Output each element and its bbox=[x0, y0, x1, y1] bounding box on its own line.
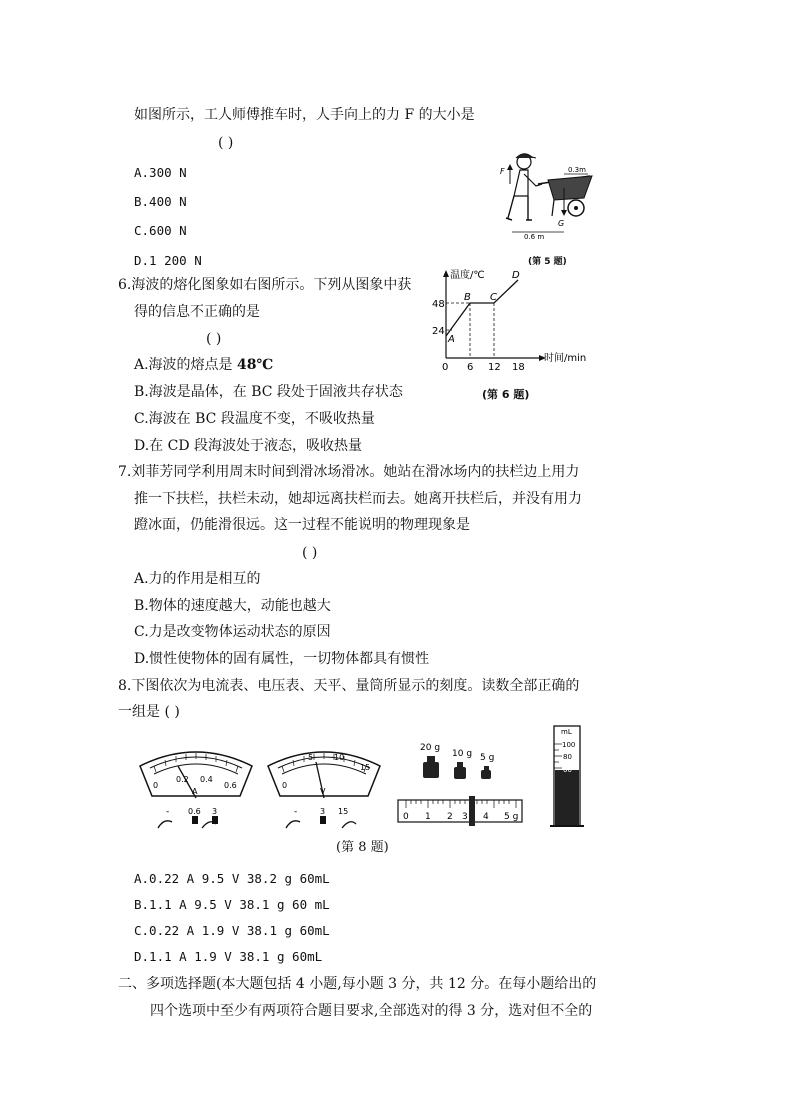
balance-scale-1: 1 bbox=[425, 812, 431, 822]
section2-heading-line2: 四个选项中至少有两项符合题目要求,全部选对的得 3 分，选对但不全的 bbox=[150, 1003, 593, 1019]
q7-option-d: D.惯性使物体的固有属性，一切物体都具有惯性 bbox=[134, 651, 430, 667]
q7-stem-line1: 7.刘菲芳同学利用周末时间到滑冰场滑冰。她站在滑冰场内的扶栏边上用力 bbox=[118, 464, 580, 480]
point-c: C bbox=[490, 292, 497, 303]
q8-stem-line1: 8.下图依次为电流表、电压表、天平、量筒所显示的刻度。读数全部正确的 bbox=[118, 678, 580, 694]
q5-option-d: D.1 200 N bbox=[134, 253, 202, 268]
q5-answer-paren: ( ) bbox=[218, 135, 234, 151]
point-b: B bbox=[464, 292, 471, 303]
voltmeter-scale-0: 0 bbox=[282, 781, 288, 790]
x-tick-6: 6 bbox=[467, 362, 474, 373]
x-tick-0: 0 bbox=[442, 362, 449, 373]
balance-scale-5: 5 g bbox=[504, 812, 519, 822]
point-a: A bbox=[448, 334, 455, 345]
ammeter-terminal-3: 3 bbox=[212, 807, 218, 816]
q5-option-b: B.400 N bbox=[134, 194, 187, 209]
q6-figure-caption: (第 6 题) bbox=[482, 388, 530, 401]
ammeter-figure bbox=[136, 744, 256, 832]
q6-option-b: B.海波是晶体，在 BC 段处于固液共存状态 bbox=[134, 384, 403, 400]
x-tick-18: 18 bbox=[512, 362, 525, 373]
cylinder-mark-100: 100 bbox=[562, 741, 576, 749]
q8-option-b: B.1.1 A 9.5 V 38.1 g 60 mL bbox=[134, 897, 330, 912]
q6-option-d: D.在 CD 段海波处于液态，吸收热量 bbox=[134, 438, 363, 454]
q5-figure-caption: (第 5 题) bbox=[528, 257, 567, 267]
ammeter-terminal-neg: - bbox=[166, 807, 170, 817]
q6-option-c: C.海波在 BC 段温度不变，不吸收热量 bbox=[134, 411, 375, 427]
cylinder-unit: mL bbox=[561, 728, 572, 736]
balance-scale-0: 0 bbox=[403, 812, 409, 822]
q6-option-a-text: A.海波的熔点是 bbox=[134, 357, 238, 373]
y-tick-48: 48 bbox=[432, 299, 445, 310]
x-tick-12: 12 bbox=[488, 362, 501, 373]
q7-stem-line3: 蹬冰面，仍能滑很远。这一过程不能说明的物理现象是 bbox=[134, 517, 470, 533]
q7-stem-line2: 推一下扶栏，扶栏未动，她却远离扶栏而去。她离开扶栏后，并没有用力 bbox=[134, 491, 582, 507]
q5-stem: 如图所示，工人师傅推车时，人手向上的力 F 的大小是 bbox=[134, 107, 475, 123]
weight-10g-label: 10 g bbox=[452, 749, 473, 759]
y-axis-label: 温度/℃ bbox=[450, 270, 485, 281]
balance-figure bbox=[392, 738, 532, 834]
q7-option-b: B.物体的速度越大，动能也越大 bbox=[134, 598, 331, 614]
melting-point-value: 48℃ bbox=[237, 357, 274, 373]
melting-graph bbox=[420, 266, 587, 376]
point-d: D bbox=[512, 270, 520, 281]
voltmeter-unit: V bbox=[320, 787, 326, 796]
voltmeter-scale-3: 15 bbox=[360, 763, 371, 772]
q6-answer-paren: ( ) bbox=[206, 331, 222, 347]
q7-answer-paren: ( ) bbox=[302, 545, 318, 561]
cylinder-figure bbox=[548, 722, 588, 832]
label-g: G bbox=[558, 219, 565, 228]
q8-figure-caption: (第 8 题) bbox=[336, 840, 389, 855]
weight-20g-label: 20 g bbox=[420, 743, 441, 753]
weight-5g-label: 5 g bbox=[480, 753, 495, 763]
q6-option-a bbox=[134, 356, 273, 374]
voltmeter-terminal-3: 3 bbox=[320, 807, 326, 816]
q6-stem-line2: 得的信息不正确的是 bbox=[134, 304, 260, 320]
x-axis-label: 时间/min bbox=[544, 353, 587, 364]
balance-scale-2: 2 bbox=[447, 812, 453, 822]
cylinder-mark-60: 60 bbox=[563, 766, 572, 774]
q7-option-a: A.力的作用是相互的 bbox=[134, 571, 261, 587]
q5-option-c: C.600 N bbox=[134, 223, 187, 238]
q8-option-a: A.0.22 A 9.5 V 38.2 g 60mL bbox=[134, 871, 330, 886]
ammeter-unit: A bbox=[192, 787, 198, 796]
ammeter-scale-0: 0 bbox=[153, 781, 159, 790]
voltmeter-terminal-neg: - bbox=[294, 807, 298, 817]
q8-stem-line2: 一组是 ( ) bbox=[118, 704, 180, 720]
label-f: F bbox=[500, 167, 505, 176]
voltmeter-terminal-15: 15 bbox=[338, 807, 349, 816]
q6-stem-line1: 6.海波的熔化图象如右图所示。下列从图象中获 bbox=[118, 277, 412, 293]
ammeter-scale-1: 0.2 bbox=[176, 775, 189, 784]
ammeter-scale-2: 0.4 bbox=[200, 775, 213, 784]
voltmeter-scale-1: 5 bbox=[308, 753, 314, 762]
cylinder-mark-80: 80 bbox=[563, 753, 572, 761]
ammeter-terminal-06: 0.6 bbox=[188, 807, 201, 816]
wheelbarrow-figure bbox=[498, 148, 596, 242]
voltmeter-figure bbox=[264, 744, 384, 832]
voltmeter-scale-2: 10 bbox=[334, 753, 345, 762]
q8-option-c: C.0.22 A 1.9 V 38.1 g 60mL bbox=[134, 923, 330, 938]
q8-option-d: D.1.1 A 1.9 V 38.1 g 60mL bbox=[134, 949, 323, 964]
dim-bottom: 0.6 m bbox=[524, 233, 545, 241]
q7-option-c: C.力是改变物体运动状态的原因 bbox=[134, 624, 331, 640]
section2-heading-line1: 二、多项选择题(本大题包括 4 小题,每小题 3 分，共 12 分。在每小题给出的 bbox=[118, 976, 597, 992]
balance-scale-3: 3 bbox=[462, 812, 468, 822]
y-tick-24: 24 bbox=[432, 326, 445, 337]
q5-option-a: A.300 N bbox=[134, 165, 187, 180]
dim-top: 0.3m bbox=[568, 166, 586, 174]
balance-scale-4: 4 bbox=[483, 812, 489, 822]
ammeter-scale-3: 0.6 bbox=[224, 781, 237, 790]
